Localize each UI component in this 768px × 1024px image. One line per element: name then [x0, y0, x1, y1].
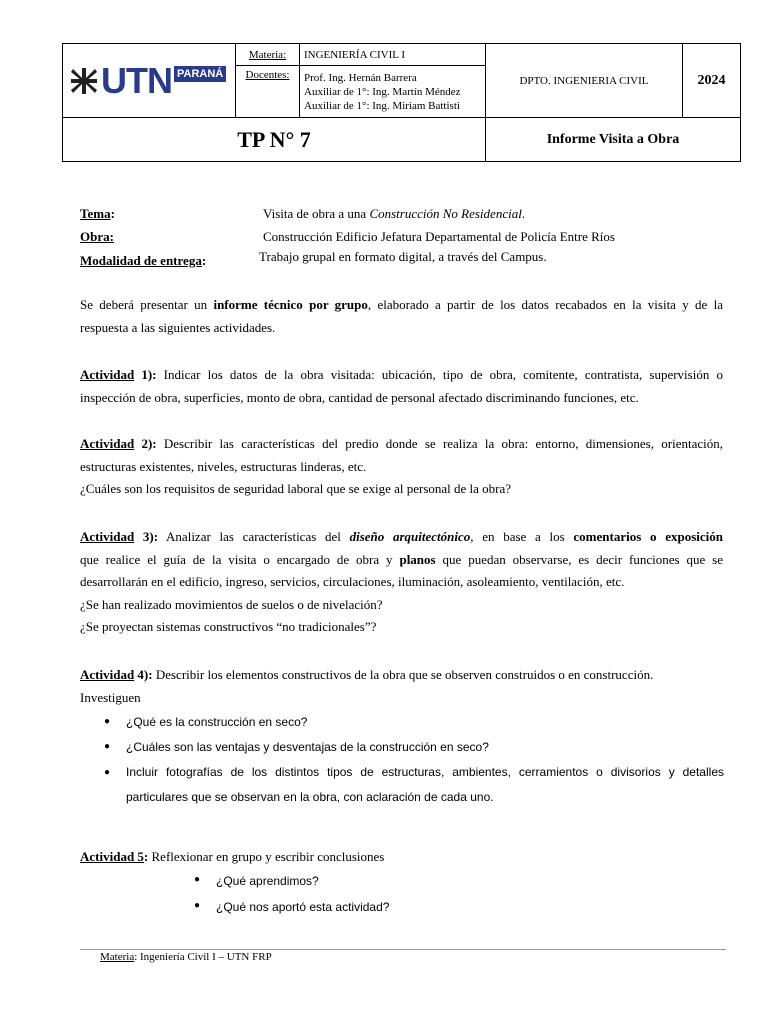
intro-paragraph: Se deberá presentar un informe técnico por grupo, elaborado a partir de los datos recabados en la visita y de la respuesta a las siguientes actividades.	[80, 297, 723, 335]
tema-value: Visita de obra a una Construcción No Residencial.	[263, 206, 526, 221]
docentes-label: Docentes:	[236, 66, 300, 118]
actividad-4: Actividad 4): Describir los elementos constructivos de la obra que se observen construidos o en construcción. Investiguen	[80, 667, 654, 705]
report-title: Informe Visita a Obra	[486, 118, 741, 162]
docente: Auxiliar de 1°: Ing. Miriam Battisti	[304, 99, 460, 112]
actividad-4-bullets	[104, 714, 724, 810]
department: DPTO. INGENIERIA CIVIL	[486, 44, 683, 118]
bullet-icon: ●	[104, 767, 111, 778]
header-table	[62, 43, 741, 162]
logo-text: UTN	[101, 59, 172, 101]
bullet-icon: ●	[104, 716, 111, 727]
list-item: ● ¿Qué nos aportó esta actividad?	[194, 900, 390, 914]
docente: Auxiliar de 1°: Ing. Martín Méndez	[304, 85, 461, 98]
actividad-1: Actividad 1): Indicar los datos de la obra visitada: ubicación, tipo de obra, comitente, contratista, supervisión o inspección de obra, superficies, monto de obra, cantidad de personal afectado discriminando funciones, etc.	[80, 367, 723, 405]
list-item: ● ¿Qué aprendimos?	[194, 874, 319, 888]
list-item: ● ¿Cuáles son las ventajas y desventajas de la construcción en seco?	[104, 740, 489, 754]
materia-value: INGENIERÍA CIVIL I	[300, 44, 486, 66]
materia-label: Materia:	[236, 44, 300, 66]
utn-logo-icon	[69, 66, 99, 96]
actividad-5-bullets	[194, 874, 594, 926]
utn-logo	[63, 59, 235, 101]
page-footer: Materia: Ingeniería Civil I – UTN FRP	[100, 951, 272, 963]
bullet-icon: ●	[194, 900, 201, 911]
docentes-list	[300, 66, 486, 118]
list-item: ● ¿Qué es la construcción en seco?	[104, 715, 308, 729]
obra-value: Construcción Edificio Jefatura Departamental de Policía Entre Ríos	[263, 229, 615, 244]
logo-cell	[63, 44, 236, 118]
tema-label: Tema:	[80, 206, 115, 221]
docente: Prof. Ing. Hernán Barrera	[304, 71, 417, 84]
modalidad-value: Trabajo grupal en formato digital, a través del Campus.	[259, 249, 547, 264]
bullet-icon: ●	[104, 741, 111, 752]
year: 2024	[683, 44, 741, 118]
obra-label: Obra:	[80, 229, 114, 244]
bullet-icon: ●	[194, 874, 201, 885]
footer-divider	[80, 949, 726, 950]
actividad-3: Actividad 3): Analizar las características del diseño arquitectónico, en base a los comentarios o exposición que realice el guía de la visita o encargado de obra y planos que puedan observarse, es decir funciones que se desarrollarán en el edificio, ingreso, servicios, circulaciones, iluminación, asoleamiento, ventilación, etc. ¿Se han realizado movimientos de suelos o de nivelación? ¿Se proyectan sistemas constructivos “no tradicionales”?	[80, 529, 723, 635]
tp-title: TP N° 7	[63, 118, 486, 162]
logo-badge: PARANÁ	[174, 66, 226, 82]
actividad-2: Actividad 2): Describir las características del predio donde se realiza la obra: entorno, dimensiones, orientación, estructuras existentes, niveles, estructuras linderas, etc. ¿Cuáles son los requisitos de seguridad laboral que se exige al personal de la obra?	[80, 436, 723, 497]
list-item: ● Incluir fotografías de los distintos tipos de estructuras, ambientes, cerramientos o divisorios y detalles particulares que se observan en la obra, con aclaración de cada uno.	[104, 760, 724, 810]
actividad-5: Actividad 5: Reflexionar en grupo y escribir conclusiones	[80, 849, 385, 864]
modalidad-label: Modalidad de entrega:	[80, 253, 207, 268]
